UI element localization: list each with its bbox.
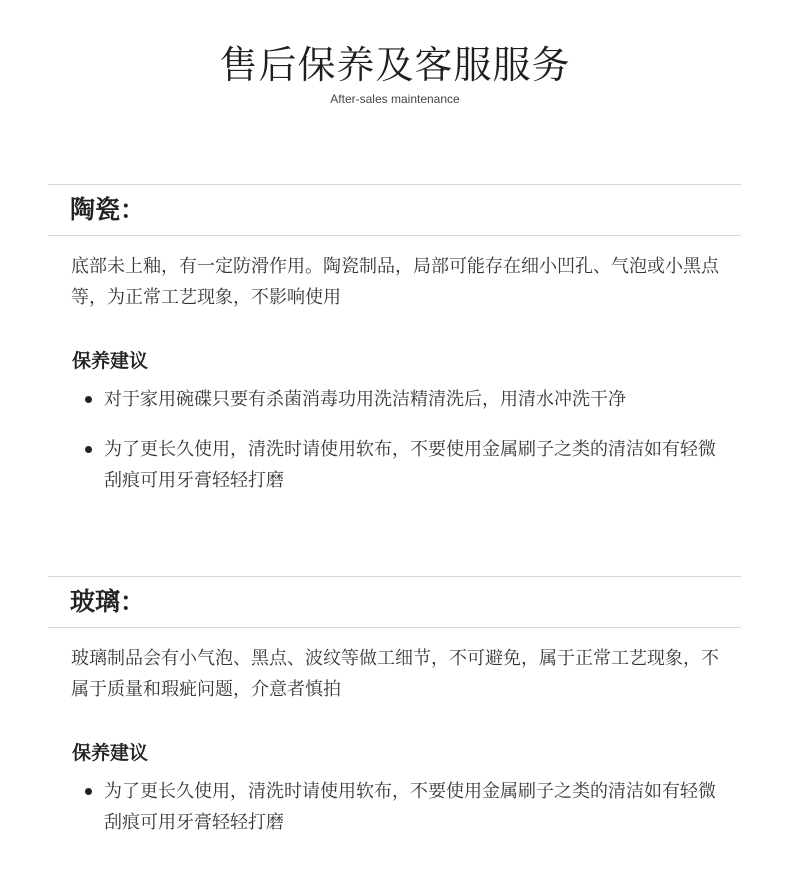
bullet-dot-icon: [85, 446, 92, 453]
advice-list: [48, 384, 741, 496]
section-description: 玻璃制品会有小气泡、黑点、波纹等做工细节，不可避免，属于正常工艺现象，不属于质量和瑕疵问题，介意者慎拍: [71, 648, 719, 700]
section-description: 底部未上釉，有一定防滑作用。陶瓷制品，局部可能存在细小凹孔、气泡或小黑点等，为正常工艺现象，不影响使用: [71, 256, 719, 308]
section-title: 玻璃：: [70, 587, 146, 616]
page-subtitle: After-sales maintenance: [330, 92, 460, 106]
advice-item: [72, 776, 732, 838]
advice-list: [48, 776, 741, 838]
advice-title: 保养建议: [72, 350, 149, 372]
advice-text: 为了更长久使用，清洗时请使用软布，不要使用金属刷子之类的清洁如有轻微刮痕可用牙膏轻轻打磨: [104, 439, 716, 491]
section-glass: [48, 576, 741, 857]
divider: [48, 627, 741, 628]
advice-title: 保养建议: [72, 742, 149, 764]
section-title: 陶瓷：: [70, 195, 146, 224]
advice-item: [72, 384, 741, 415]
divider: [48, 235, 741, 236]
bullet-dot-icon: [85, 396, 92, 403]
advice-text: 对于家用碗碟只要有杀菌消毒功用洗洁精清洗后，用清水冲洗干净: [104, 389, 626, 410]
page-title: 售后保养及客服服务: [219, 43, 571, 87]
bullet-dot-icon: [85, 788, 92, 795]
header: [0, 40, 790, 106]
advice-item: [72, 434, 732, 496]
section-ceramic: [48, 184, 741, 515]
advice-text: 为了更长久使用，清洗时请使用软布，不要使用金属刷子之类的清洁如有轻微刮痕可用牙膏轻轻打磨: [104, 781, 716, 833]
